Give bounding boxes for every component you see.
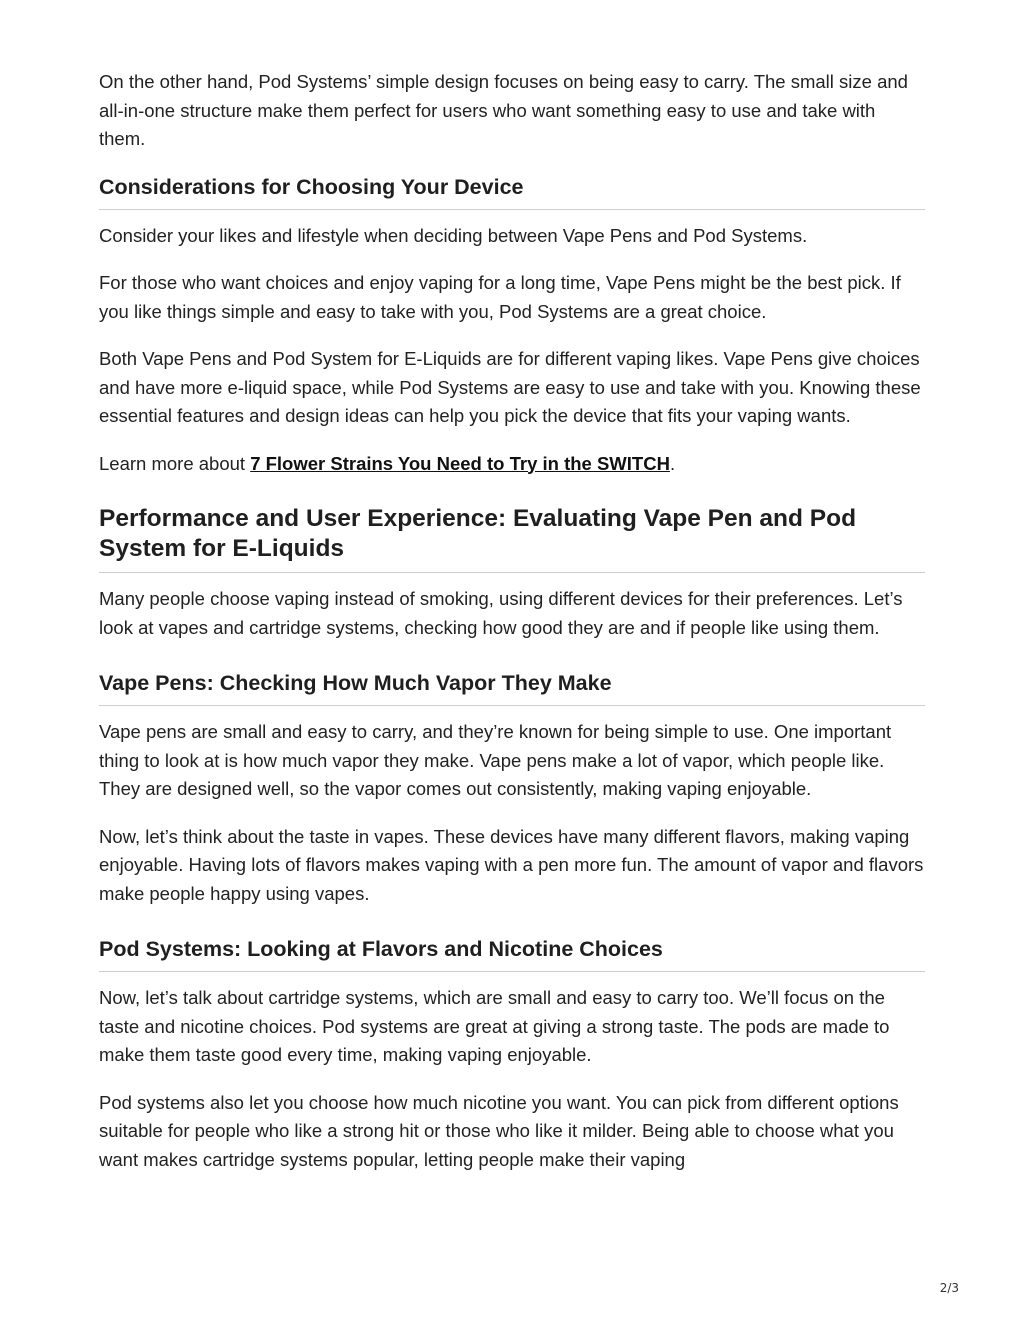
paragraph-vapor: Vape pens are small and easy to carry, and they’re known for being simple to use. One important thing to look at is how much vapor they make. Vape pens make a lot of vapor, which people like. They are designed well, so the vapor comes out consistently, making vaping enjoyable. xyxy=(99,721,892,799)
paragraph-learn-more xyxy=(99,450,925,479)
paragraph-taste: Now, let’s think about the taste in vapes. These devices have many different flavors, making vaping enjoyable. Having lots of flavors makes vaping with a pen more fun. The amount of vapor and flavors make people happy using vapes. xyxy=(99,825,924,904)
learn-more-suffix: . xyxy=(669,452,676,474)
document-body xyxy=(99,68,925,1193)
paragraph-consider-likes: Consider your likes and lifestyle when deciding between Vape Pens and Pod Systems. xyxy=(99,224,808,246)
paragraph-many-people: Many people choose vaping instead of smoking, using different devices for their preferences. Let’s look at vapes and cartridge systems, checking how good they are and if people like using them. xyxy=(99,588,903,638)
heading-performance: Performance and User Experience: Evaluating Vape Pen and Pod System for E-Liquids xyxy=(99,504,925,573)
paragraph-both-devices: Both Vape Pens and Pod System for E-Liquids are for different vaping likes. Vape Pens give choices and have more e-liquid space, while Pod Systems are easy to use and take with you. Knowing these essential features and design ideas can help you pick the device that fits your vaping wants. xyxy=(99,348,921,426)
page-number: 2/3 xyxy=(939,1281,959,1295)
paragraph-pod-design: On the other hand, Pod Systems’ simple design focuses on being easy to carry. The small size and all-in-one structure make them perfect for users who want something easy to use and take with them. xyxy=(99,71,908,149)
flower-strains-link[interactable]: 7 Flower Strains You Need to Try in the SWITCH xyxy=(250,452,670,474)
heading-vape-pens: Vape Pens: Checking How Much Vapor They Make xyxy=(99,669,925,706)
paragraph-cartridge: Now, let’s talk about cartridge systems, which are small and easy to carry too. We’ll focus on the taste and nicotine choices. Pod systems are great at giving a strong taste. The pods are made to make them taste good every time, making vaping enjoyable. xyxy=(99,987,890,1065)
heading-pod-systems: Pod Systems: Looking at Flavors and Nicotine Choices xyxy=(99,935,925,972)
learn-more-prefix: Learn more about xyxy=(99,452,251,474)
paragraph-nicotine: Pod systems also let you choose how much nicotine you want. You can pick from different options suitable for people who like a strong hit or those who like it milder. Being able to choose what you want makes cartridge systems popular, letting people make their vaping xyxy=(99,1091,899,1170)
heading-considerations: Considerations for Choosing Your Device xyxy=(99,173,925,210)
paragraph-choices: For those who want choices and enjoy vaping for a long time, Vape Pens might be the best pick. If you like things simple and easy to take with you, Pod Systems are a great choice. xyxy=(99,272,901,322)
